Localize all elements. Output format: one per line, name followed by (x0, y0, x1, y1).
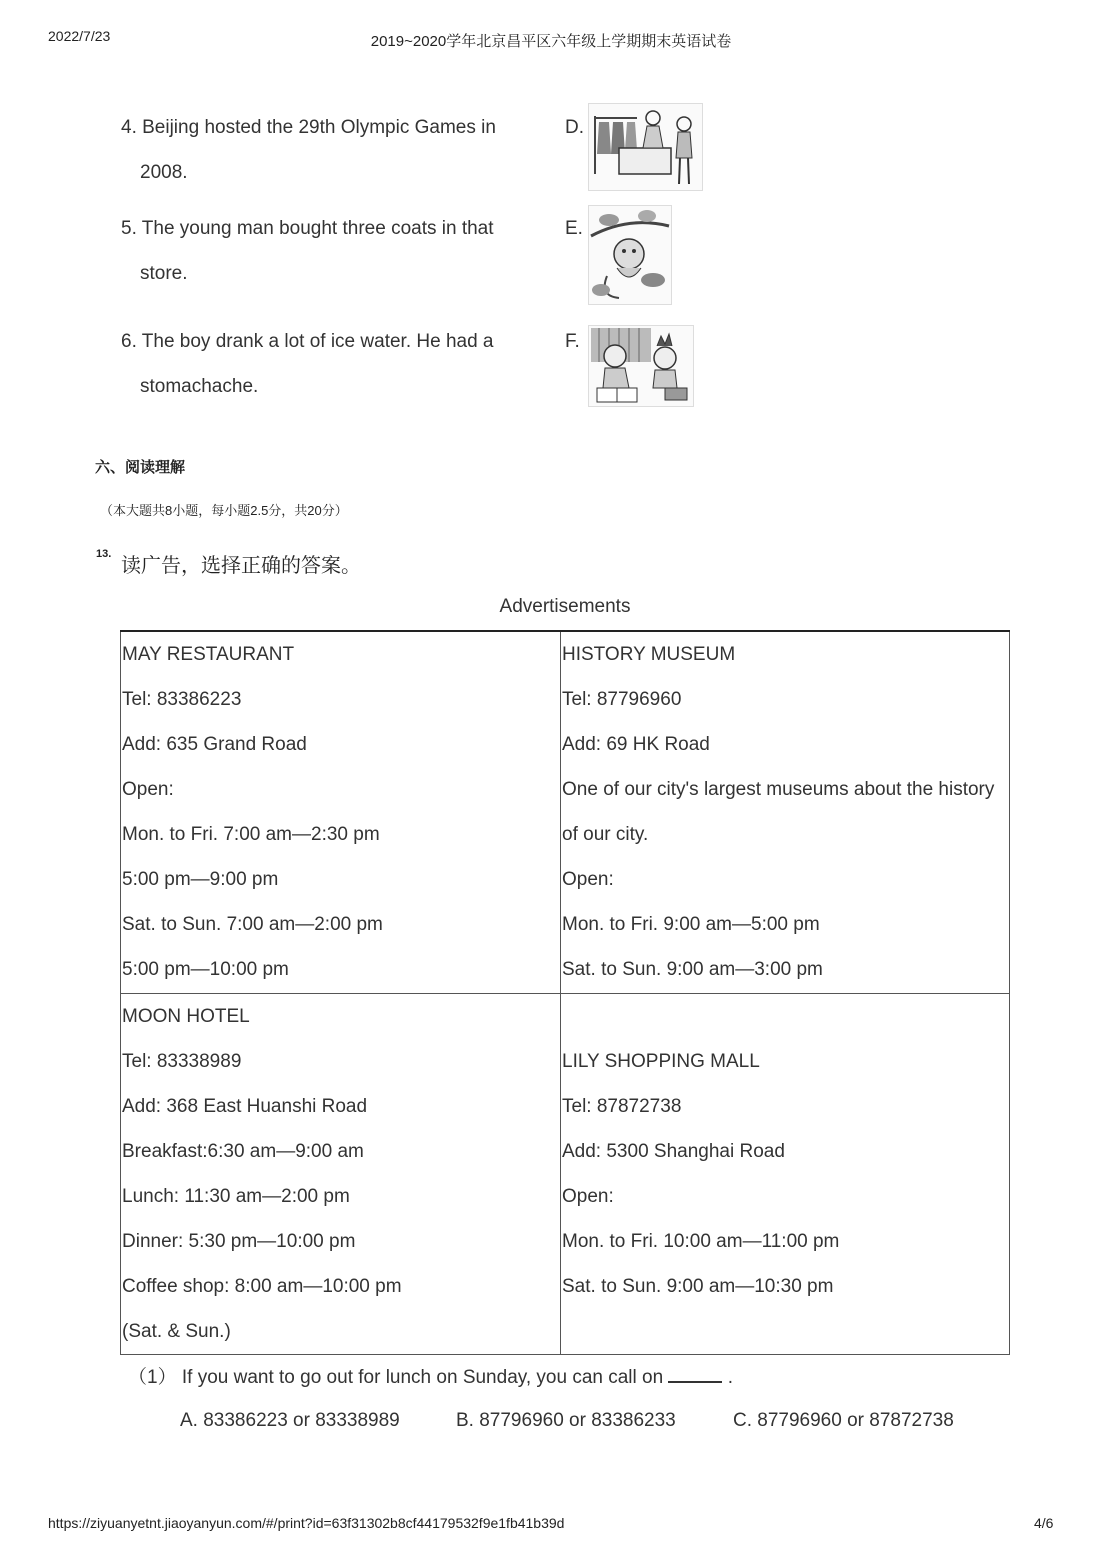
header-title: 2019~2020学年北京昌平区六年级上学期期末英语试卷 (370, 33, 732, 50)
ad-line: One of our city's largest museums about the history (562, 779, 995, 800)
choice-a[interactable]: A. 83386223 or 83338989 (180, 1410, 400, 1431)
answer-blank[interactable] (668, 1367, 722, 1383)
ad-line: of our city. (562, 824, 649, 845)
statement-line: 4. Beijing hosted the 29th Olympic Games in (121, 117, 496, 138)
ad-line: Dinner: 5:30 pm—10:00 pm (122, 1230, 356, 1252)
ad-line: Tel: 87796960 (562, 689, 682, 710)
statement-line: stomachache. (140, 376, 259, 397)
sub-question-number: （1） (128, 1367, 177, 1388)
ad-line: Mon. to Fri. 10:00 am—11:00 pm (562, 1230, 840, 1252)
ad-line: Add: 368 East Huanshi Road (122, 1095, 368, 1117)
ad-line: Mon. to Fri. 9:00 am—5:00 pm (562, 914, 820, 935)
ad-line: 5:00 pm—9:00 pm (122, 869, 279, 890)
ad-line: 5:00 pm—10:00 pm (122, 959, 289, 980)
ad-line: Breakfast:6:30 am—9:00 am (122, 1140, 364, 1162)
ad-line: Add: 69 HK Road (562, 734, 710, 755)
statement-6 (121, 319, 521, 409)
table-row (121, 631, 1010, 993)
ad-line: Sat. to Sun. 9:00 am—3:00 pm (562, 959, 823, 980)
ad-line: Lunch: 11:30 am—2:00 pm (122, 1185, 350, 1207)
option-label: E. (565, 218, 583, 239)
table-row (121, 993, 1010, 1355)
moon-hotel-cell (121, 993, 561, 1355)
ad-line: Add: 635 Grand Road (122, 734, 307, 755)
statement-5 (121, 206, 521, 296)
ad-line: HISTORY MUSEUM (562, 644, 736, 665)
ad-line: LILY SHOPPING MALL (562, 1050, 760, 1072)
sub-question-1 (128, 1365, 733, 1391)
statement-line: 6. The boy drank a lot of ice water. He had a (121, 331, 494, 352)
ad-line: Tel: 87872738 (562, 1095, 682, 1117)
monkey-in-tree-illustration (588, 205, 672, 305)
ad-line: Open: (562, 1185, 614, 1207)
lily-shopping-mall-cell (561, 993, 1010, 1355)
clothing-store-illustration (588, 103, 703, 191)
option-label: D. (565, 117, 584, 138)
header-date: 2022/7/23 (48, 28, 111, 44)
ad-line: Sat. to Sun. 9:00 am—10:30 pm (562, 1275, 834, 1297)
ad-line: Open: (122, 779, 174, 800)
question-number: 13. (96, 548, 112, 560)
ad-line: Sat. to Sun. 7:00 am—2:00 pm (122, 914, 383, 935)
section-heading: 六、阅读理解 (95, 459, 186, 476)
page-number: 4/6 (1034, 1515, 1054, 1531)
ad-line: Mon. to Fri. 7:00 am—2:30 pm (122, 824, 380, 845)
choice-c[interactable]: C. 87796960 or 87872738 (733, 1410, 954, 1431)
statement-line: 2008. (140, 162, 188, 183)
statement-line: 5. The young man bought three coats in that (121, 218, 494, 239)
choice-b[interactable]: B. 87796960 or 83386233 (456, 1410, 676, 1431)
footer-url: https://ziyuanyetnt.jiaoyanyun.com/#/print?id=63f31302b8cf44179532f9e1fb41b39d (48, 1515, 565, 1531)
ad-line: Tel: 83386223 (122, 689, 242, 710)
advertisements-table (120, 630, 1010, 1355)
ad-line: Open: (562, 869, 614, 890)
ad-line: Tel: 83338989 (122, 1050, 242, 1072)
ad-line: Add: 5300 Shanghai Road (562, 1140, 785, 1162)
section-note: （本大题共8小题，每小题2.5分，共20分） (100, 503, 348, 518)
table-caption: Advertisements (499, 596, 631, 617)
option-label: F. (565, 331, 580, 352)
history-museum-cell (561, 631, 1010, 993)
sub-question-text: If you want to go out for lunch on Sunday, you can call on (181, 1367, 664, 1388)
boys-reading-books-illustration (588, 325, 694, 407)
ad-line: Coffee shop: 8:00 am—10:00 pm (122, 1275, 402, 1297)
sub-question-period: . (727, 1367, 733, 1388)
ad-line: MAY RESTAURANT (122, 644, 295, 665)
may-restaurant-cell (121, 631, 561, 993)
question-instruction: 读广告，选择正确的答案。 (121, 555, 361, 577)
statement-line: store. (140, 263, 188, 284)
statement-4 (121, 105, 521, 195)
ad-line: MOON HOTEL (122, 1005, 250, 1027)
spacer (561, 994, 1009, 1039)
ad-line: (Sat. & Sun.) (122, 1320, 231, 1342)
